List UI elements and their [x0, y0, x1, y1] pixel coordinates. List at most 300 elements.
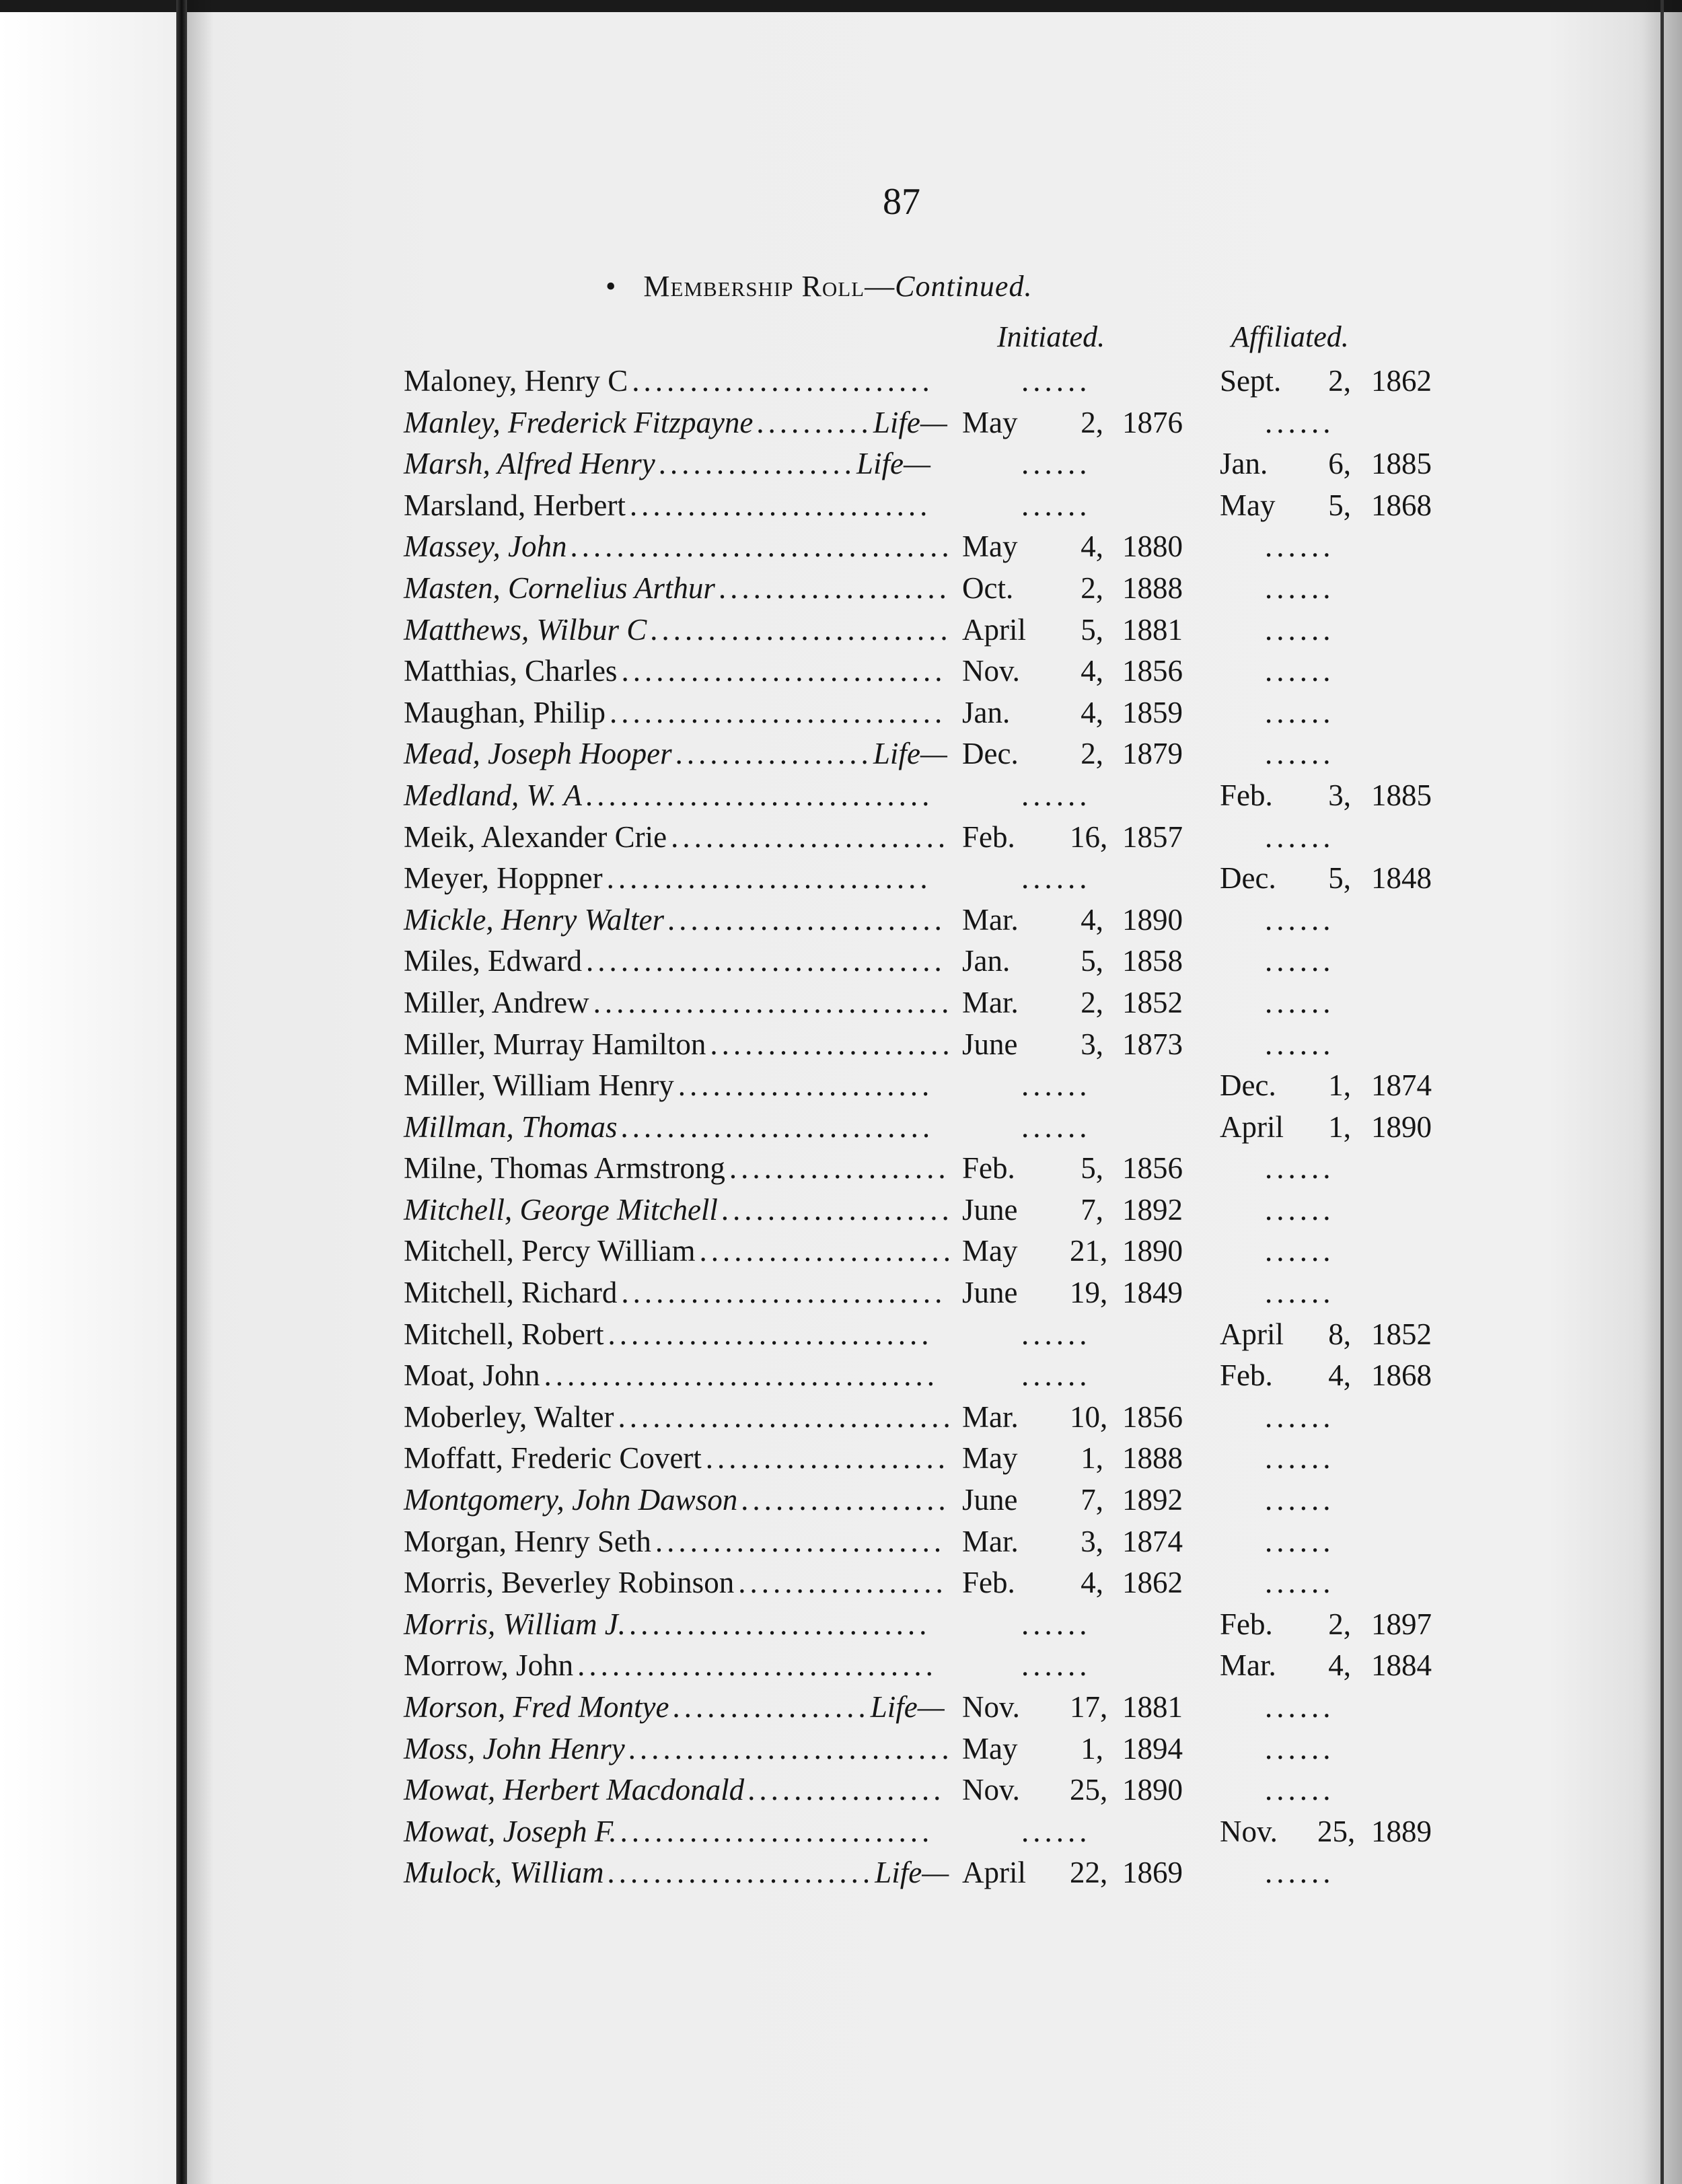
table-row	[404, 1024, 1682, 1066]
initiated-month: Jan.	[962, 695, 1011, 729]
initiated-day: 2,	[1081, 571, 1103, 605]
life-member-tag: Life—	[875, 1856, 949, 1890]
member-name: Morrow, John	[404, 1648, 574, 1683]
heading-dash: —	[865, 270, 895, 303]
initiated-day: 4,	[1081, 902, 1103, 937]
member-name: Miller, Murray Hamilton	[404, 1027, 706, 1061]
member-name: Matthias, Charles	[404, 654, 618, 688]
initiated-month: Mar.	[962, 902, 1019, 937]
affiliated-blank: ......	[1265, 1399, 1335, 1434]
table-row	[404, 1231, 1682, 1272]
leader-dots: .................................	[571, 530, 954, 564]
leader-dots: .....................	[705, 1441, 950, 1476]
initiated-year: 1873	[1122, 1027, 1183, 1061]
table-row	[404, 1480, 1682, 1521]
table-row	[404, 982, 1682, 1024]
table-row	[404, 1645, 1682, 1687]
member-name: Miller, Andrew	[404, 985, 589, 1019]
member-entry	[404, 1148, 950, 1190]
initiated-month: June	[962, 1027, 1018, 1061]
column-header-affiliated: Affiliated.	[1231, 320, 1349, 353]
member-entry	[404, 1397, 955, 1439]
initiated-year: 1857	[1122, 820, 1183, 854]
table-row	[404, 1770, 1682, 1811]
initiated-month: Nov.	[962, 1690, 1020, 1724]
affiliated-day: 1,	[1328, 1068, 1351, 1103]
initiated-year: 1869	[1122, 1856, 1183, 1890]
member-entry	[404, 568, 951, 610]
affiliated-day: 4,	[1328, 1358, 1351, 1393]
affiliated-blank: ......	[1265, 1234, 1335, 1268]
affiliated-month: Sept.	[1220, 364, 1282, 398]
affiliated-month: Feb.	[1220, 778, 1273, 812]
initiated-blank: ......	[1021, 861, 1091, 896]
initiated-month: Feb.	[962, 1566, 1015, 1600]
initiated-blank: ......	[1021, 1358, 1091, 1393]
initiated-year: 1879	[1122, 737, 1183, 771]
member-name: Milne, Thomas Armstrong	[404, 1151, 725, 1186]
initiated-day: 19,	[1070, 1276, 1108, 1310]
affiliated-blank: ......	[1265, 530, 1335, 564]
initiated-blank: ......	[1021, 1068, 1091, 1103]
section-heading	[606, 269, 1278, 303]
initiated-month: Feb.	[962, 820, 1015, 854]
initiated-day: 17,	[1070, 1690, 1108, 1724]
member-entry	[404, 526, 954, 568]
affiliated-year: 1868	[1371, 1358, 1432, 1393]
member-name: Meik, Alexander Crie	[404, 820, 667, 854]
member-name: Mickle, Henry Walter	[404, 902, 664, 937]
affiliated-year: 1874	[1371, 1068, 1432, 1103]
initiated-month: May	[962, 405, 1018, 439]
leader-dots: .......................	[608, 1856, 875, 1890]
initiated-day: 1,	[1081, 1731, 1103, 1766]
life-member-tag: Life—	[873, 405, 947, 439]
initiated-month: Dec.	[962, 737, 1019, 771]
initiated-month: April	[962, 612, 1026, 647]
affiliated-blank: ......	[1265, 654, 1335, 688]
member-name: Miller, William Henry	[404, 1068, 674, 1103]
initiated-month: June	[962, 1192, 1018, 1227]
initiated-year: 1892	[1122, 1192, 1183, 1227]
initiated-month: May	[962, 1234, 1018, 1268]
member-name: Moss, John Henry	[404, 1731, 625, 1766]
leader-dots: ............................	[621, 1276, 947, 1310]
table-row	[404, 443, 1682, 485]
table-row	[404, 1811, 1682, 1853]
table-row	[404, 1065, 1682, 1107]
member-entry	[404, 1687, 945, 1728]
affiliated-day: 5,	[1328, 488, 1351, 522]
initiated-month: Feb.	[962, 1151, 1015, 1186]
member-entry	[404, 1190, 954, 1231]
heading-bullet: •	[606, 270, 617, 303]
leader-dots: ..........................	[630, 1607, 932, 1641]
affiliated-day: 1,	[1328, 1109, 1351, 1144]
initiated-year: 1890	[1122, 1773, 1183, 1807]
table-row	[404, 1604, 1682, 1646]
affiliated-month: Jan.	[1220, 447, 1268, 481]
affiliated-blank: ......	[1265, 737, 1335, 771]
member-name: Mitchell, Robert	[404, 1317, 604, 1351]
initiated-day: 7,	[1081, 1483, 1103, 1517]
initiated-blank: ......	[1021, 447, 1091, 481]
table-row	[404, 651, 1682, 692]
initiated-year: 1881	[1122, 1690, 1183, 1724]
member-entry	[404, 1438, 949, 1480]
affiliated-day: 2,	[1328, 364, 1351, 398]
initiated-month: June	[962, 1483, 1018, 1517]
table-row	[404, 900, 1682, 941]
initiated-month: Mar.	[962, 1399, 1019, 1434]
initiated-blank: ......	[1021, 1648, 1091, 1683]
member-entry	[404, 692, 946, 734]
affiliated-year: 1848	[1371, 861, 1432, 896]
initiated-year: 1888	[1122, 571, 1183, 605]
member-name: Masten, Cornelius Arthur	[404, 571, 715, 605]
table-row	[404, 1562, 1682, 1604]
table-row	[404, 1438, 1682, 1480]
initiated-blank: ......	[1021, 1814, 1091, 1848]
member-name: Mitchell, Percy William	[404, 1234, 696, 1268]
table-row	[404, 1107, 1682, 1149]
member-name: Mitchell, Richard	[404, 1276, 618, 1310]
initiated-month: May	[962, 1441, 1018, 1476]
spine-shadow	[187, 0, 214, 2184]
member-entry	[404, 982, 953, 1024]
member-entry	[404, 361, 934, 402]
initiated-year: 1890	[1122, 1234, 1183, 1268]
initiated-day: 21,	[1070, 1234, 1108, 1268]
member-entry	[404, 1314, 933, 1356]
affiliated-blank: ......	[1265, 1856, 1335, 1890]
member-entry	[404, 610, 953, 651]
leader-dots: ...........................	[621, 1109, 935, 1144]
member-entry	[404, 858, 932, 900]
member-entry	[404, 1231, 955, 1272]
member-entry	[404, 1562, 947, 1604]
member-entry	[404, 1852, 949, 1894]
affiliated-year: 1868	[1371, 488, 1432, 522]
initiated-year: 1856	[1122, 654, 1183, 688]
initiated-month: May	[962, 530, 1018, 564]
member-name: Medland, W. A	[404, 778, 582, 812]
leader-dots: ....................	[719, 571, 951, 605]
table-row	[404, 1314, 1682, 1356]
initiated-month: Mar.	[962, 985, 1019, 1019]
affiliated-blank: ......	[1265, 1773, 1335, 1807]
member-name: Mitchell, George Mitchell	[404, 1192, 718, 1227]
initiated-blank: ......	[1021, 488, 1091, 522]
affiliated-blank: ......	[1265, 1276, 1335, 1310]
member-entry	[404, 1480, 951, 1521]
affiliated-blank: ......	[1265, 405, 1335, 439]
affiliated-month: Mar.	[1220, 1648, 1276, 1683]
member-name: Meyer, Hoppner	[404, 861, 603, 896]
initiated-year: 1862	[1122, 1566, 1183, 1600]
affiliated-day: 4,	[1328, 1648, 1351, 1683]
affiliated-month: May	[1220, 488, 1276, 522]
leader-dots: ...............................	[593, 985, 953, 1019]
member-entry	[404, 1107, 935, 1149]
table-row	[404, 361, 1682, 402]
member-entry	[404, 733, 947, 775]
table-row	[404, 1355, 1682, 1397]
affiliated-blank: ......	[1265, 1151, 1335, 1186]
initiated-year: 1874	[1122, 1524, 1183, 1558]
member-entry	[404, 443, 930, 485]
affiliated-blank: ......	[1265, 902, 1335, 937]
initiated-day: 5,	[1081, 612, 1103, 647]
table-row	[404, 568, 1682, 610]
affiliated-year: 1884	[1371, 1648, 1432, 1683]
initiated-day: 3,	[1081, 1524, 1103, 1558]
affiliated-month: April	[1220, 1317, 1284, 1351]
affiliated-blank: ......	[1265, 1731, 1335, 1766]
initiated-month: June	[962, 1276, 1018, 1310]
affiliated-blank: ......	[1265, 1483, 1335, 1517]
member-name: Montgomery, John Dawson	[404, 1483, 738, 1517]
affiliated-year: 1890	[1371, 1109, 1432, 1144]
leader-dots: ..............................	[586, 778, 935, 812]
member-entry	[404, 941, 946, 982]
initiated-year: 1856	[1122, 1399, 1183, 1434]
page-number: 87	[883, 181, 920, 223]
member-entry	[404, 1604, 932, 1646]
table-row	[404, 941, 1682, 982]
initiated-day: 4,	[1081, 695, 1103, 729]
initiated-day: 5,	[1081, 944, 1103, 978]
table-row	[404, 775, 1682, 817]
leader-dots: ..........	[757, 405, 873, 439]
affiliated-month: Feb.	[1220, 1607, 1273, 1641]
initiated-day: 7,	[1081, 1192, 1103, 1227]
leader-dots: ...................	[729, 1151, 950, 1186]
leader-dots: ............................	[621, 654, 947, 688]
member-entry	[404, 1728, 954, 1770]
affiliated-year: 1862	[1371, 364, 1432, 398]
leader-dots: ............................	[606, 861, 932, 896]
heading-continued: Continued.	[895, 270, 1033, 303]
member-name: Maughan, Philip	[404, 695, 606, 729]
initiated-day: 1,	[1081, 1441, 1103, 1476]
member-entry	[404, 1811, 934, 1853]
member-name: Morgan, Henry Seth	[404, 1524, 651, 1558]
table-row	[404, 1728, 1682, 1770]
member-name: Morson, Fred Montye	[404, 1690, 669, 1724]
initiated-day: 2,	[1081, 737, 1103, 771]
leader-dots: .................	[673, 1690, 871, 1724]
leader-dots: .................	[675, 737, 873, 771]
leader-dots: ..................................	[544, 1358, 939, 1393]
member-entry	[404, 1272, 946, 1314]
member-entry	[404, 402, 947, 444]
heading-title: Membership Roll	[643, 270, 865, 303]
affiliated-day: 2,	[1328, 1607, 1351, 1641]
table-row	[404, 610, 1682, 651]
member-name: Marsh, Alfred Henry	[404, 447, 655, 481]
affiliated-year: 1889	[1371, 1814, 1432, 1848]
affiliated-blank: ......	[1265, 944, 1335, 978]
member-entry	[404, 651, 946, 692]
initiated-day: 25,	[1070, 1773, 1108, 1807]
affiliated-blank: ......	[1265, 1192, 1335, 1227]
leader-dots: ............................	[608, 1317, 933, 1351]
affiliated-month: Dec.	[1220, 861, 1276, 896]
affiliated-month: April	[1220, 1109, 1284, 1144]
member-name: Matthews, Wilbur C	[404, 612, 647, 647]
leader-dots: ........................	[667, 902, 947, 937]
initiated-month: Nov.	[962, 1773, 1020, 1807]
initiated-day: 16,	[1070, 820, 1108, 854]
member-entry	[404, 1521, 945, 1563]
affiliated-blank: ......	[1265, 1441, 1335, 1476]
table-row	[404, 485, 1682, 527]
table-row	[404, 1852, 1682, 1894]
life-member-tag: Life—	[870, 1690, 945, 1724]
initiated-blank: ......	[1021, 1317, 1091, 1351]
member-entry	[404, 1024, 954, 1066]
member-name: Massey, John	[404, 530, 567, 564]
column-header-initiated: Initiated.	[997, 320, 1105, 353]
affiliated-blank: ......	[1265, 1566, 1335, 1600]
initiated-year: 1880	[1122, 530, 1183, 564]
initiated-month: Nov.	[962, 654, 1020, 688]
initiated-blank: ......	[1021, 778, 1091, 812]
member-name: Maloney, Henry C	[404, 364, 628, 398]
initiated-month: Oct.	[962, 571, 1014, 605]
affiliated-blank: ......	[1265, 1027, 1335, 1061]
member-entry	[404, 1770, 945, 1811]
table-row	[404, 1521, 1682, 1563]
affiliated-day: 6,	[1328, 447, 1351, 481]
top-edge	[0, 0, 1682, 12]
member-entry	[404, 900, 947, 941]
leader-dots: ..........................	[651, 612, 953, 647]
affiliated-blank: ......	[1265, 1524, 1335, 1558]
table-row	[404, 1148, 1682, 1190]
affiliated-day: 25,	[1317, 1814, 1356, 1848]
initiated-day: 3,	[1081, 1027, 1103, 1061]
leader-dots: .....................	[710, 1027, 954, 1061]
member-name: Moat, John	[404, 1358, 540, 1393]
table-row	[404, 526, 1682, 568]
member-name: Mead, Joseph Hooper	[404, 737, 672, 771]
table-row	[404, 858, 1682, 900]
affiliated-month: Nov.	[1220, 1814, 1278, 1848]
member-name: Morris, Beverley Robinson	[404, 1566, 735, 1600]
affiliated-day: 5,	[1328, 861, 1351, 896]
leader-dots: .........................	[655, 1524, 946, 1558]
initiated-blank: ......	[1021, 1109, 1091, 1144]
member-name: Moberley, Walter	[404, 1399, 614, 1434]
member-name: Moffatt, Frederic Covert	[404, 1441, 702, 1476]
affiliated-blank: ......	[1265, 985, 1335, 1019]
initiated-year: 1856	[1122, 1151, 1183, 1186]
initiated-year: 1888	[1122, 1441, 1183, 1476]
member-name: Manley, Frederick Fitzpayne	[404, 405, 754, 439]
life-member-tag: Life—	[856, 447, 930, 481]
initiated-year: 1859	[1122, 695, 1183, 729]
table-row	[404, 692, 1682, 734]
leader-dots: .............................	[618, 1399, 955, 1434]
table-row	[404, 1190, 1682, 1231]
affiliated-blank: ......	[1265, 695, 1335, 729]
table-row	[404, 733, 1682, 775]
member-name: Morris, William J.	[404, 1607, 626, 1641]
leader-dots: .................	[659, 447, 856, 481]
table-row	[404, 1272, 1682, 1314]
leader-dots: .............................	[610, 695, 947, 729]
membership-list	[404, 361, 1682, 1894]
leader-dots: ...............................	[585, 944, 946, 978]
leader-dots: ...........................	[620, 1814, 935, 1848]
member-entry	[404, 817, 949, 859]
initiated-day: 2,	[1081, 985, 1103, 1019]
initiated-year: 1858	[1122, 944, 1183, 978]
initiated-day: 4,	[1081, 530, 1103, 564]
member-name: Mowat, Joseph F.	[404, 1814, 617, 1848]
leader-dots: ....................	[721, 1192, 954, 1227]
initiated-year: 1852	[1122, 985, 1183, 1019]
affiliated-blank: ......	[1265, 571, 1335, 605]
initiated-year: 1849	[1122, 1276, 1183, 1310]
leader-dots: ......................	[678, 1068, 934, 1103]
affiliated-year: 1897	[1371, 1607, 1432, 1641]
table-row	[404, 402, 1682, 444]
leader-dots: .................	[748, 1773, 946, 1807]
initiated-day: 4,	[1081, 1566, 1103, 1600]
member-name: Marsland, Herbert	[404, 488, 626, 522]
leader-dots: ............................	[628, 1731, 954, 1766]
initiated-year: 1892	[1122, 1483, 1183, 1517]
member-entry	[404, 1645, 937, 1687]
leader-dots: ..........................	[629, 488, 932, 522]
leader-dots: ..................	[741, 1483, 951, 1517]
initiated-month: April	[962, 1856, 1026, 1890]
leader-dots: ......................	[699, 1234, 955, 1268]
affiliated-year: 1885	[1371, 447, 1432, 481]
initiated-day: 2,	[1081, 405, 1103, 439]
initiated-day: 5,	[1081, 1151, 1103, 1186]
member-entry	[404, 1065, 933, 1107]
initiated-blank: ......	[1021, 1607, 1091, 1641]
affiliated-day: 3,	[1328, 778, 1351, 812]
member-entry	[404, 1355, 939, 1397]
leader-dots: ..................	[738, 1566, 947, 1600]
member-entry	[404, 485, 931, 527]
life-member-tag: Life—	[873, 737, 947, 771]
affiliated-year: 1852	[1371, 1317, 1432, 1351]
initiated-year: 1894	[1122, 1731, 1183, 1766]
leader-dots: ........................	[671, 820, 950, 854]
initiated-month: Mar.	[962, 1524, 1019, 1558]
initiated-day: 22,	[1070, 1856, 1108, 1890]
member-name: Millman, Thomas	[404, 1109, 618, 1144]
initiated-blank: ......	[1021, 364, 1091, 398]
initiated-month: May	[962, 1731, 1018, 1766]
initiated-year: 1876	[1122, 405, 1183, 439]
book-spine	[176, 0, 187, 2184]
initiated-year: 1890	[1122, 902, 1183, 937]
affiliated-month: Dec.	[1220, 1068, 1276, 1103]
leader-dots: ...............................	[577, 1648, 937, 1683]
affiliated-blank: ......	[1265, 612, 1335, 647]
affiliated-blank: ......	[1265, 1690, 1335, 1724]
affiliated-blank: ......	[1265, 820, 1335, 854]
initiated-day: 10,	[1070, 1399, 1108, 1434]
initiated-year: 1881	[1122, 612, 1183, 647]
